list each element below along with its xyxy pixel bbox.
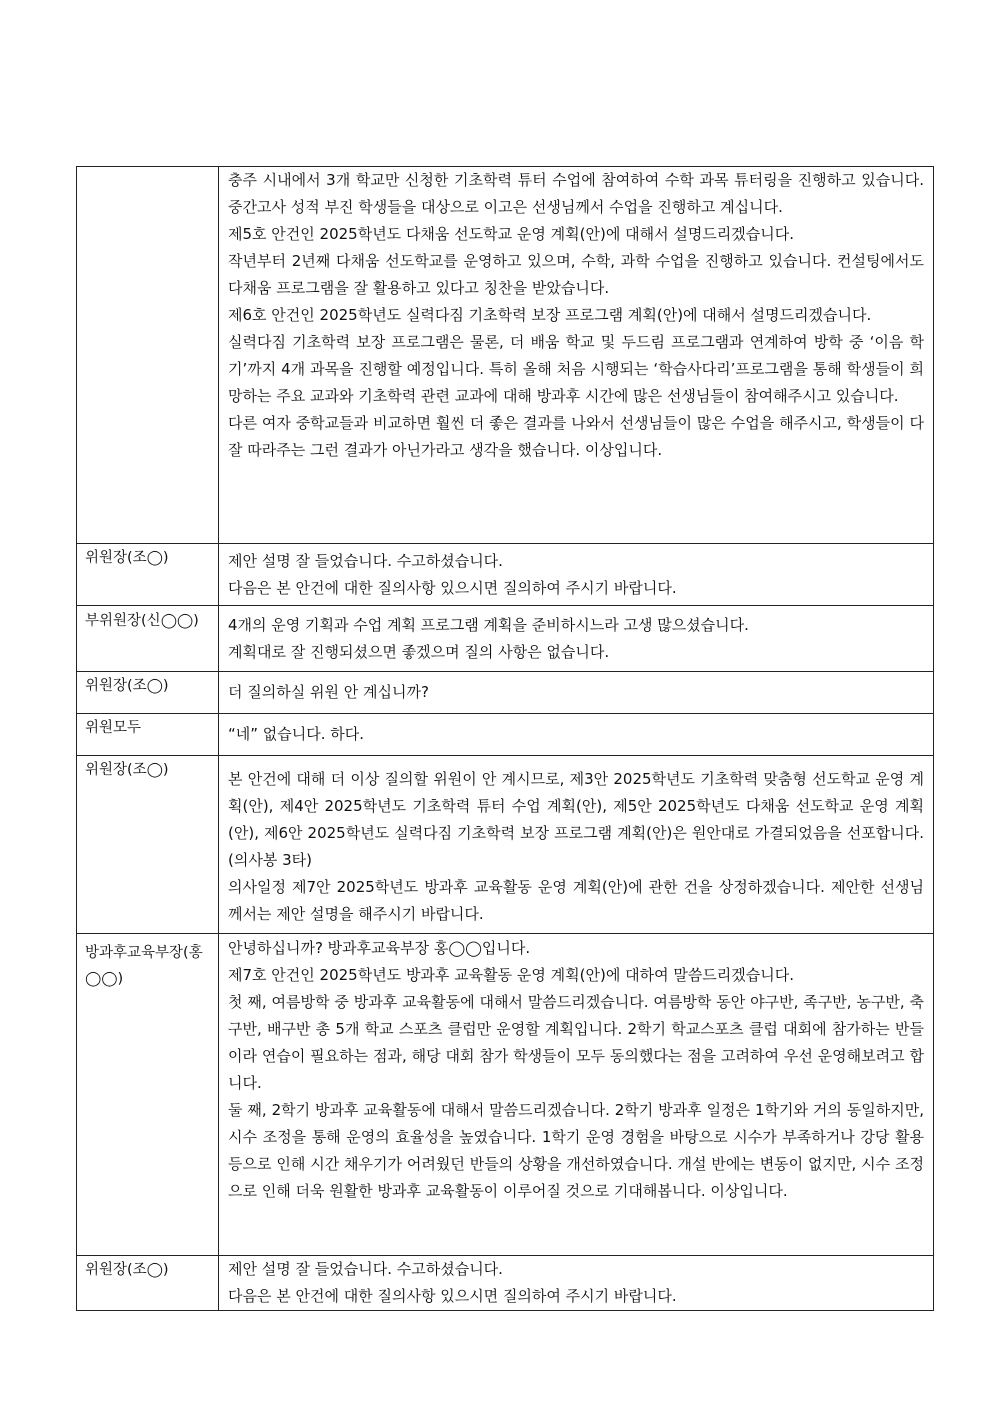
speaker-name: 방과후교육부장(홍◯◯) — [85, 945, 203, 987]
speaker-cell — [77, 756, 219, 934]
speech-cell — [219, 1256, 934, 1311]
speech-paragraph: 제안 설명 잘 들었습니다. 수고하셨습니다. — [228, 1260, 503, 1278]
speech-paragraph: 의사일정 제7안 2025학년도 방과후 교육활동 운영 계획(안)에 관한 건을 상정하겠습니다. 제안한 선생님께서는 제안 설명을 해주시기 바랍니다. — [228, 878, 924, 923]
speech-paragraph: 충주 시내에서 3개 학교만 신청한 기초학력 튜터 수업에 참여하여 수학 과목 튜터링을 진행하고 있습니다. 중간고사 성적 부진 학생들을 대상으로 이고은 선생님께서 수업을 진행하고 계십니다. — [228, 171, 924, 216]
speech-cell — [219, 544, 934, 606]
speech-paragraph: “네” 없습니다. 하다. — [228, 725, 365, 743]
speech-paragraph: 둘 째, 2학기 방과후 교육활동에 대해서 말씀드리겠습니다. 2학기 방과후 일정은 1학기와 거의 동일하지만, 시수 조정을 통해 운영의 효율성을 높였습니다. 1학기 운영 경험을 바탕으로 시수가 부족하거나 강당 활용 등으로 인해 시간 채우기가 어려웠던 반들의 상황을 개선하였습니다. 개설 반에는 변동이 없지만, 시수 조정으로 인해 더욱 원활한 방과후 교육활동이 이루어질 것으로 기대해봅니다. 이상입니다. — [228, 1101, 924, 1200]
speaker-cell — [77, 606, 219, 672]
minutes-row — [77, 167, 934, 544]
speech-paragraph: 제7호 안건인 2025학년도 방과후 교육활동 운영 계획(안)에 대하여 말씀드리겠습니다. — [228, 966, 795, 984]
minutes-row — [77, 714, 934, 756]
minutes-row — [77, 934, 934, 1256]
speech-paragraph: 제안 설명 잘 들었습니다. 수고하셨습니다. — [228, 552, 503, 570]
speaker-cell — [77, 544, 219, 606]
speech-paragraph: 다음은 본 안건에 대한 질의사항 있으시면 질의하여 주시기 바랍니다. — [228, 1287, 677, 1305]
speech-paragraph: 첫 째, 여름방학 중 방과후 교육활동에 대해서 말씀드리겠습니다. 여름방학 동안 야구반, 족구반, 농구반, 축구반, 배구반 총 5개 학교 스포츠 클럽만 운영할 계획입니다. 2학기 학교스포츠 클럽 대회에 참가하는 반들이라 연습이 필요하는 점과, 해당 대회 참가 학생들이 모두 동의했다는 점을 고려하여 우선 운영해보려고 합니다. — [228, 993, 924, 1092]
speech-paragraph: 작년부터 2년째 다채움 선도학교를 운영하고 있으며, 수학, 과학 수업을 진행하고 있습니다. 컨설팅에서도 다채움 프로그램을 잘 활용하고 있다고 칭찬을 받았습니다. — [228, 252, 924, 297]
speaker-name: 부위원장(신◯◯) — [85, 613, 199, 629]
speech-cell — [219, 672, 934, 714]
minutes-row — [77, 756, 934, 934]
minutes-row — [77, 606, 934, 672]
speech-cell — [219, 167, 934, 544]
speaker-name: 위원장(조◯) — [85, 762, 169, 778]
speaker-name: 위원장(조◯) — [85, 550, 169, 566]
speaker-name: 위원장(조◯) — [85, 1262, 169, 1278]
speech-paragraph: 제6호 안건인 2025학년도 실력다짐 기초학력 보장 프로그램 계획(안)에 대해서 설명드리겠습니다. — [228, 306, 872, 324]
speech-paragraph: 계획대로 잘 진행되셨으면 좋겠으며 질의 사항은 없습니다. — [228, 643, 610, 661]
speech-paragraph: 다른 여자 중학교들과 비교하면 훨씬 더 좋은 결과를 나와서 선생님들이 많은 수업을 해주시고, 학생들이 다 잘 따라주는 그런 결과가 아닌가라고 생각을 했습니다. 이상입니다. — [228, 414, 924, 459]
speech-paragraph: 4개의 운영 기획과 수업 계획 프로그램 계획을 준비하시느라 고생 많으셨습니다. — [228, 616, 749, 634]
speaker-cell — [77, 672, 219, 714]
speech-paragraph: 제5호 안건인 2025학년도 다채움 선도학교 운영 계획(안)에 대해서 설명드리겠습니다. — [228, 225, 795, 243]
speech-cell — [219, 934, 934, 1256]
minutes-row — [77, 672, 934, 714]
speech-paragraph: 안녕하십니까? 방과후교육부장 홍◯◯입니다. — [228, 939, 531, 957]
speaker-cell — [77, 1256, 219, 1311]
speech-paragraph: 더 질의하실 위원 안 계십니까? — [228, 683, 429, 701]
speech-cell — [219, 714, 934, 756]
minutes-table — [76, 166, 934, 1311]
speech-paragraph: 본 안건에 대해 더 이상 질의할 위원이 안 계시므로, 제3안 2025학년도 기초학력 맞춤형 선도학교 운영 계획(안), 제4안 2025학년도 기초학력 튜터 수업 계획(안), 제5안 2025학년도 다채움 선도학교 운영 계획(안), 제6안 2025학년도 실력다짐 기초학력 보장 프로그램 계획(안)은 원안대로 가결되었음을 선포합니다.(의사봉 3타) — [228, 770, 924, 869]
speech-paragraph: 다음은 본 안건에 대한 질의사항 있으시면 질의하여 주시기 바랍니다. — [228, 579, 677, 597]
minutes-row — [77, 1256, 934, 1311]
speaker-name: 위원장(조◯) — [85, 678, 169, 694]
speech-cell — [219, 756, 934, 934]
speaker-name: 위원모두 — [85, 720, 142, 736]
speaker-cell — [77, 934, 219, 1256]
speaker-cell — [77, 714, 219, 756]
speaker-cell — [77, 167, 219, 544]
minutes-row — [77, 544, 934, 606]
speech-paragraph: 실력다짐 기초학력 보장 프로그램은 물론, 더 배움 학교 및 두드림 프로그램과 연계하여 방학 중 ‘이음 학기’까지 4개 과목을 진행할 예정입니다. 특히 올해 처음 시행되는 ‘학습사다리’프로그램을 통해 학생들이 희망하는 주요 교과와 기초학력 관련 교과에 대해 방과후 시간에 많은 선생님들이 참여해주시고 있습니다. — [228, 333, 924, 405]
speech-cell — [219, 606, 934, 672]
